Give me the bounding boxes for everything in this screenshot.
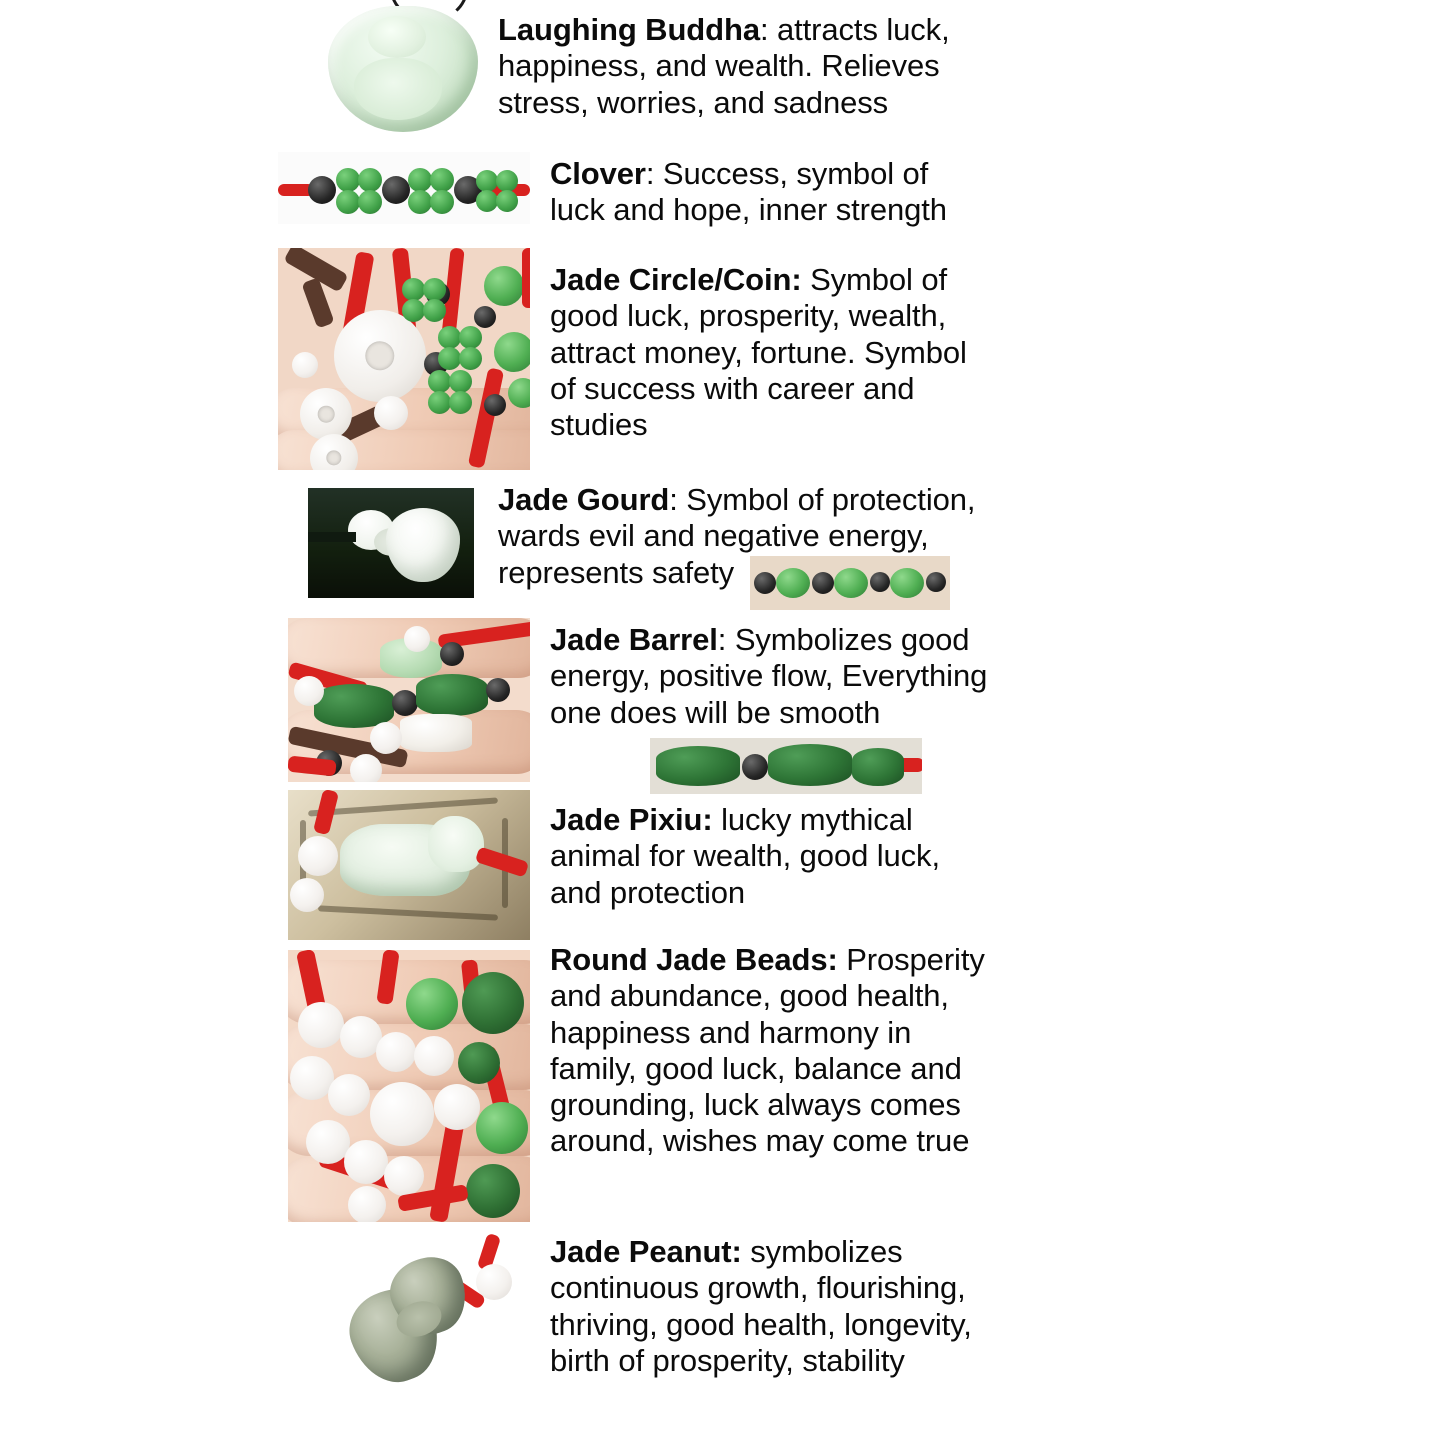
jade-barrel-bracelet-photo bbox=[288, 618, 530, 782]
jade-peanut-term: Jade Peanut: bbox=[550, 1234, 742, 1269]
clover-term: Clover bbox=[550, 156, 646, 191]
jade-pixiu-term: Jade Pixiu: bbox=[550, 802, 713, 837]
jade-pixiu-carving-photo bbox=[288, 790, 530, 940]
jade-circle-coin-description: Symbol of good luck, prosperity, wealth, attract money, fortune. Symbol of success with career and studies bbox=[550, 262, 967, 443]
round-jade-beads-text bbox=[550, 942, 990, 1160]
jade-peanut-description: symbolizes continuous growth, flourishing, thriving, good health, longevity, birth of prosperity, stability bbox=[550, 1234, 972, 1378]
jade-circle-coin-bracelets-photo bbox=[278, 248, 530, 470]
laughing-buddha-description: attracts luck, happiness, and wealth. Relieves stress, worries, and sadness bbox=[498, 12, 950, 120]
jade-circle-coin-separator bbox=[802, 262, 811, 297]
round-jade-beads-bracelets-photo bbox=[288, 950, 530, 1222]
laughing-buddha-term: Laughing Buddha bbox=[498, 12, 760, 47]
jade-barrel-term: Jade Barrel bbox=[550, 622, 718, 657]
round-jade-beads-separator bbox=[838, 942, 847, 977]
jade-peanut-separator bbox=[742, 1234, 751, 1269]
jade-barrel-text bbox=[550, 622, 1000, 731]
jade-gourd-pendant-photo bbox=[308, 488, 474, 598]
round-jade-beads-description: Prosperity and abundance, good health, happiness and harmony in family, good luck, balance and grounding, luck always comes around, wishes may come true bbox=[550, 942, 985, 1159]
clover-description: Success, symbol of luck and hope, inner strength bbox=[550, 156, 947, 228]
jade-gourd-text bbox=[498, 482, 988, 591]
jade-pixiu-separator bbox=[713, 802, 722, 837]
jade-circle-coin-text bbox=[550, 262, 990, 443]
jade-barrel-separator: : bbox=[717, 622, 735, 657]
jade-pixiu-description: lucky mythical animal for wealth, good luck, and protection bbox=[550, 802, 940, 910]
clover-separator: : bbox=[645, 156, 663, 191]
jade-circle-coin-term: Jade Circle/Coin: bbox=[550, 262, 802, 297]
clover-text bbox=[550, 156, 990, 229]
jade-gourd-term: Jade Gourd bbox=[498, 482, 670, 517]
round-jade-beads-term: Round Jade Beads: bbox=[550, 942, 838, 977]
laughing-buddha-text bbox=[498, 12, 968, 121]
jade-barrel-description: Symbolizes good energy, positive flow, Everything one does will be smooth bbox=[550, 622, 988, 730]
jade-pixiu-text bbox=[550, 802, 980, 911]
laughing-buddha-pendant-photo bbox=[310, 0, 510, 140]
jade-gourd-separator: : bbox=[669, 482, 687, 517]
jade-gourd-description: Symbol of protection, wards evil and negative energy, represents safety bbox=[498, 482, 976, 590]
clover-jade-bracelet-photo bbox=[278, 152, 530, 224]
laughing-buddha-separator: : bbox=[759, 12, 777, 47]
jade-barrel-beads-strand-photo bbox=[650, 738, 922, 794]
jade-peanut-pendant-photo bbox=[330, 1230, 540, 1400]
jade-peanut-text bbox=[550, 1234, 1000, 1379]
